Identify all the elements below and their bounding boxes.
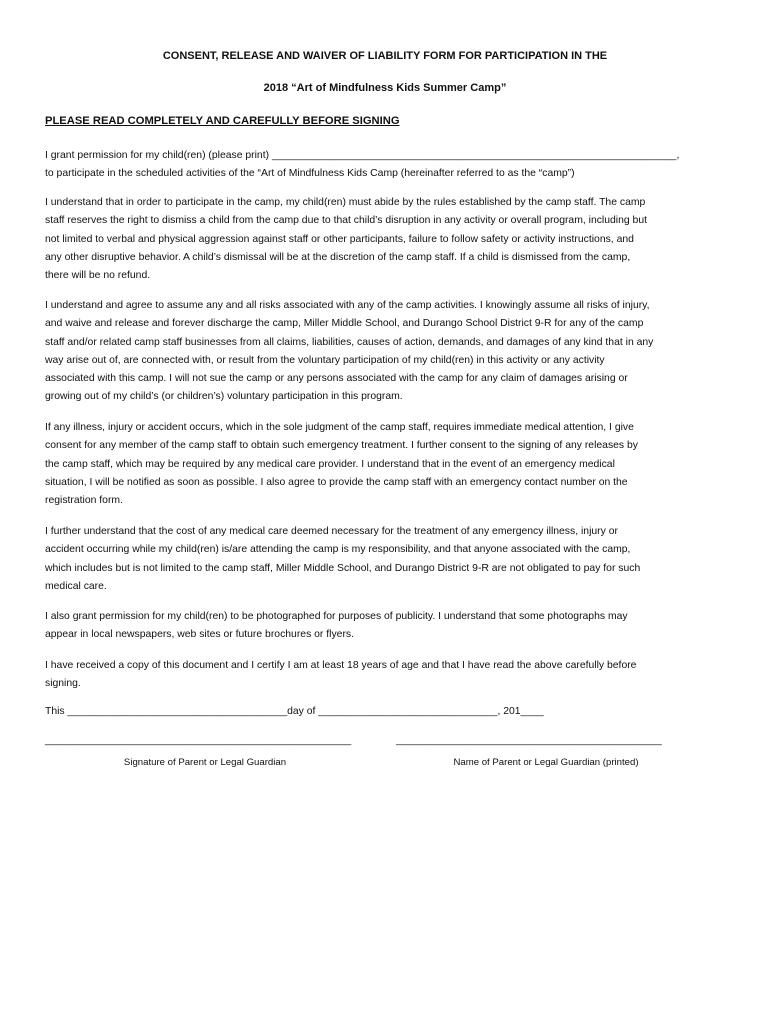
paragraph-line: registration form. [45, 495, 123, 507]
paragraph-line: not limited to verbal and physical aggression against staff or other participants, failure to follow safety or activity instructions, and [45, 233, 634, 245]
paragraph-line: staff reserves the right to dismiss a child from the camp due to that child’s disruption in any activity or overall program, including but [45, 215, 647, 227]
paragraph-line: any other disruptive behavior. A child’s dismissal will be at the discretion of the camp staff. If a child is dismissed from the camp, [45, 251, 631, 263]
paragraph-line: there will be no refund. [45, 270, 151, 282]
paragraph-line: I further understand that the cost of any medical care deemed necessary for the treatment of any emergency illness, injury or [45, 526, 618, 537]
paragraph-line: medical care. [45, 580, 107, 592]
paragraph-line: appear in local newspapers, web sites or future brochures or flyers. [45, 629, 354, 641]
paragraph-line: I have received a copy of this document and I certify I am at least 18 years of age and that I have read the above carefully before [45, 660, 637, 671]
paragraph-line: associated with this camp. I will not sue the camp or any persons associated with the camp for any claim of damages arising or [45, 373, 628, 385]
certification-paragraph [45, 657, 729, 694]
paragraph-line: I understand that in order to participate in the camp, my child(ren) must abide by the rules established by the camp staff. The camp [45, 197, 646, 208]
paragraph-line: to participate in the scheduled activities of the “Art of Mindfulness Kids Camp (hereinafter referred to as the “camp”) [45, 168, 575, 180]
paragraph-line: and waive and release and forever discharge the camp, Miller Middle School, and Durango School District 9-R for any of the camp [45, 318, 644, 330]
form-title: CONSENT, RELEASE AND WAIVER OF LIABILITY FORM FOR PARTICIPATION IN THE [162, 50, 608, 62]
paragraph-line: which includes but is not limited to the camp staff, Miller Middle School, and Durango District 9-R are not obligated to pay for such [45, 562, 641, 574]
paragraph-line: signing. [45, 678, 81, 690]
paragraph-line: I grant permission for my child(ren) (please print) ______________________________________________________________________, [45, 150, 680, 161]
photo-permission-paragraph [45, 608, 729, 645]
paragraph-line: situation, I will be notified as soon as possible. I also agree to provide the camp staff with an emergency contact number on the [45, 476, 628, 488]
paragraph-line: growing out of my child’s (or children’s) voluntary participation in this program. [45, 391, 403, 403]
signature-blank: _____________________________________________________ [45, 735, 352, 746]
date-line: This ______________________________________day of _______________________________, 201____ [45, 706, 544, 717]
paragraph-line: way arise out of, are connected with, or result from the voluntary participation of my child(ren) in this activity or any activity [45, 354, 605, 366]
permission-paragraph [45, 147, 729, 184]
camp-rules-paragraph [45, 194, 729, 285]
paragraph-line: I also grant permission for my child(ren) to be photographed for purposes of publicity. I understand that some photographs may [45, 611, 628, 622]
paragraph-line: I understand and agree to assume any and all risks associated with any of the camp activities. I knowingly assume all risks of injury, [45, 300, 650, 311]
printed-name-caption: Name of Parent or Legal Guardian (printed) [453, 757, 639, 768]
signature-caption: Signature of Parent or Legal Guardian [123, 757, 287, 768]
camp-name-title: 2018 “Art of Mindfulness Kids Summer Camp” [263, 82, 507, 94]
paragraph-line: If any illness, injury or accident occurs, which in the sole judgment of the camp staff, requires immediate medical attention, I give [45, 422, 634, 433]
assumption-of-risk-paragraph [45, 297, 729, 407]
paragraph-line: consent for any member of the camp staff to obtain such emergency treatment. I further consent to the signing of any releases by [45, 440, 638, 452]
paragraph-line: accident occurring while my child(ren) is/are attending the camp is my responsibility, and that anyone associated with the camp, [45, 544, 631, 556]
paragraph-line: staff and/or related camp staff businesses from all claims, liabilities, causes of action, demands, and damages of any kind that in any [45, 336, 654, 348]
instruction-heading: PLEASE READ COMPLETELY AND CAREFULLY BEFORE SIGNING [45, 115, 400, 127]
paragraph-line: the camp staff, which may be required by any medical care provider. I understand that in the event of an emergency medical [45, 458, 615, 470]
medical-consent-paragraph [45, 419, 729, 510]
medical-cost-paragraph [45, 523, 729, 596]
printed-name-blank: ______________________________________________ [396, 735, 662, 746]
